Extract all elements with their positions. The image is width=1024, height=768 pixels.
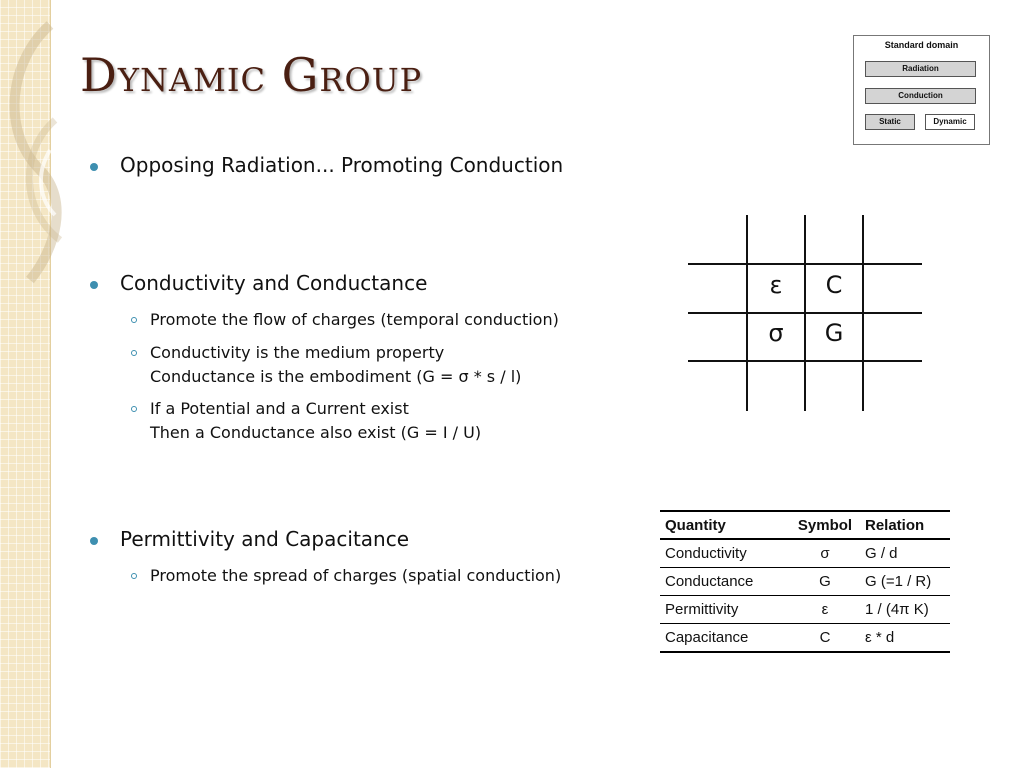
sub-bullet-line: If a Potential and a Current exist [150, 399, 409, 418]
table-cell: ε [790, 596, 860, 624]
page-title: Dynamic Group [80, 48, 423, 102]
table-cell: σ [790, 539, 860, 568]
bullet-text: Opposing Radiation... Promoting Conduction [120, 153, 564, 177]
table-row [660, 568, 950, 596]
table-cell: Conductance [660, 568, 790, 596]
table-header-quantity: Quantity [660, 511, 790, 539]
table-cell: G [790, 568, 860, 596]
grid-symbol-c: C [825, 271, 843, 299]
table-row [660, 539, 950, 568]
standard-domain-box [853, 35, 990, 145]
domain-dynamic: Dynamic [925, 114, 975, 130]
table-cell: 1 / (4π K) [860, 596, 950, 624]
bullet-dot [90, 281, 98, 289]
grid-line [688, 360, 922, 362]
bullet-text: Conductivity and Conductance [120, 271, 428, 295]
quantity-table [660, 510, 950, 653]
table-cell: Permittivity [660, 596, 790, 624]
table-row [660, 624, 950, 653]
domain-box-title: Standard domain [884, 40, 959, 50]
table-row [660, 596, 950, 624]
sub-bullet-line: Promote the spread of charges (spatial conduction) [150, 566, 562, 585]
bullet-dot [90, 537, 98, 545]
sub-bullet-text [150, 308, 559, 332]
sub-bullet-ring [131, 317, 137, 323]
sub-bullet-ring [131, 406, 137, 412]
table-header-symbol: Symbol [790, 511, 860, 539]
table-cell: Capacitance [660, 624, 790, 653]
bullet-dot [90, 163, 98, 171]
grid-line [688, 263, 922, 265]
table-cell: C [790, 624, 860, 653]
sub-bullet-text [150, 564, 561, 588]
sub-bullet-text [150, 341, 521, 389]
table-header-relation: Relation [860, 511, 950, 539]
grid-symbol-sigma: σ [768, 319, 784, 347]
sub-bullet-line: Promote the flow of charges (temporal conduction) [150, 310, 559, 329]
domain-radiation: Radiation [865, 61, 976, 77]
sub-bullet-ring [131, 350, 137, 356]
sub-bullet-line: Conductivity is the medium property [150, 343, 445, 362]
table-cell: G (=1 / R) [860, 568, 950, 596]
sub-bullet-line: Then a Conductance also exist (G = I / U) [150, 423, 482, 442]
grid-line [688, 312, 922, 314]
table-cell: G / d [860, 539, 950, 568]
grid-symbol-g: G [824, 319, 844, 347]
grid-symbol-epsilon: ε [769, 271, 783, 299]
table-cell: ε * d [860, 624, 950, 653]
symbol-grid [688, 215, 922, 411]
bullet-text: Permittivity and Capacitance [120, 527, 410, 551]
domain-conduction: Conduction [865, 88, 976, 104]
table-cell: Conductivity [660, 539, 790, 568]
domain-static: Static [865, 114, 915, 130]
sub-bullet-ring [131, 573, 137, 579]
table-header-row [660, 511, 950, 539]
sub-bullet-text [150, 397, 481, 445]
sub-bullet-line: Conductance is the embodiment (G = σ * s / l) [150, 367, 522, 386]
